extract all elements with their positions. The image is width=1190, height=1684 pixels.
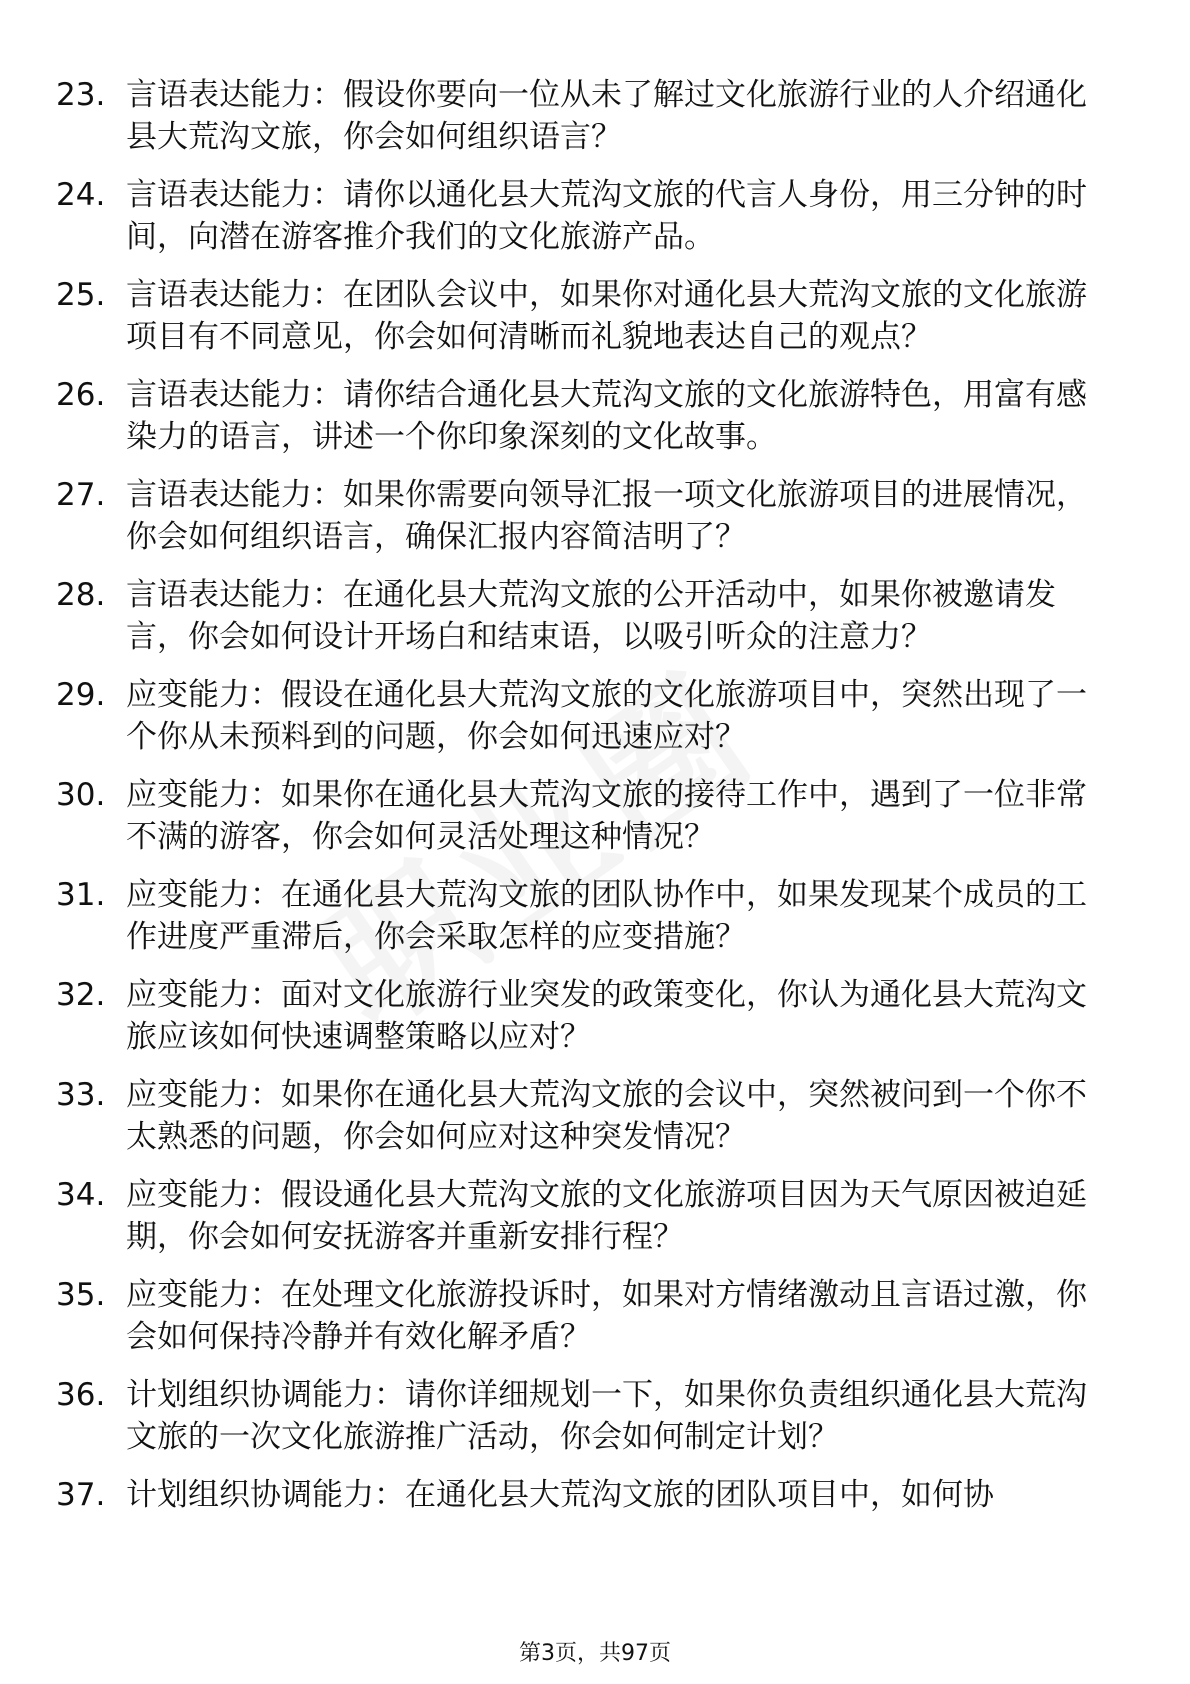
question-number: 30. xyxy=(56,777,106,813)
question-text: 应变能力：在处理文化旅游投诉时，如果对方情绪激动且言语过激，你会如何保持冷静并有效化解矛盾？ xyxy=(126,1277,1087,1355)
question-item xyxy=(0,1174,1190,1258)
question-text: 言语表达能力：假设你要向一位从未了解过文化旅游行业的人介绍通化县大荒沟文旅，你会如何组织语言？ xyxy=(126,77,1087,155)
question-item xyxy=(0,74,1190,158)
question-item xyxy=(0,1474,1190,1516)
question-number: 35. xyxy=(56,1277,106,1313)
question-text: 计划组织协调能力：在通化县大荒沟文旅的团队项目中，如何协 xyxy=(126,1477,994,1513)
question-item xyxy=(0,474,1190,558)
question-item xyxy=(0,374,1190,458)
question-number: 32. xyxy=(56,977,106,1013)
question-text: 应变能力：如果你在通化县大荒沟文旅的会议中，突然被问到一个你不太熟悉的问题，你会如何应对这种突发情况？ xyxy=(126,1077,1087,1155)
question-number: 31. xyxy=(56,877,106,913)
question-number: 34. xyxy=(56,1177,106,1213)
question-number: 26. xyxy=(56,377,106,413)
question-item xyxy=(0,974,1190,1058)
question-number: 23. xyxy=(56,77,106,113)
question-text: 言语表达能力：请你以通化县大荒沟文旅的代言人身份，用三分钟的时间，向潜在游客推介我们的文化旅游产品。 xyxy=(126,177,1087,255)
question-number: 27. xyxy=(56,477,106,513)
question-text: 应变能力：面对文化旅游行业突发的政策变化，你认为通化县大荒沟文旅应该如何快速调整策略以应对？ xyxy=(126,977,1087,1055)
question-list xyxy=(0,74,1190,1532)
question-item xyxy=(0,574,1190,658)
question-text: 言语表达能力：如果你需要向领导汇报一项文化旅游项目的进展情况，你会如何组织语言，确保汇报内容简洁明了？ xyxy=(126,477,1087,555)
question-text: 应变能力：假设通化县大荒沟文旅的文化旅游项目因为天气原因被迫延期，你会如何安抚游客并重新安排行程？ xyxy=(126,1177,1087,1255)
question-item xyxy=(0,174,1190,258)
question-text: 言语表达能力：请你结合通化县大荒沟文旅的文化旅游特色，用富有感染力的语言，讲述一个你印象深刻的文化故事。 xyxy=(126,377,1087,455)
question-number: 24. xyxy=(56,177,106,213)
question-item xyxy=(0,874,1190,958)
question-text: 言语表达能力：在团队会议中，如果你对通化县大荒沟文旅的文化旅游项目有不同意见，你会如何清晰而礼貌地表达自己的观点？ xyxy=(126,277,1087,355)
question-item xyxy=(0,774,1190,858)
question-item xyxy=(0,1074,1190,1158)
question-item xyxy=(0,674,1190,758)
question-number: 36. xyxy=(56,1377,106,1413)
question-text: 言语表达能力：在通化县大荒沟文旅的公开活动中，如果你被邀请发言，你会如何设计开场白和结束语，以吸引听众的注意力？ xyxy=(126,577,1056,655)
question-number: 25. xyxy=(56,277,106,313)
question-number: 29. xyxy=(56,677,106,713)
question-text: 应变能力：假设在通化县大荒沟文旅的文化旅游项目中，突然出现了一个你从未预料到的问题，你会如何迅速应对？ xyxy=(126,677,1087,755)
page-number: 第3页，共97页 xyxy=(519,1641,671,1666)
question-item xyxy=(0,1374,1190,1458)
question-number: 28. xyxy=(56,577,106,613)
question-item xyxy=(0,274,1190,358)
question-number: 37. xyxy=(56,1477,106,1513)
question-number: 33. xyxy=(56,1077,106,1113)
question-text: 应变能力：如果你在通化县大荒沟文旅的接待工作中，遇到了一位非常不满的游客，你会如何灵活处理这种情况？ xyxy=(126,777,1087,855)
question-text: 计划组织协调能力：请你详细规划一下，如果你负责组织通化县大荒沟文旅的一次文化旅游推广活动，你会如何制定计划？ xyxy=(126,1377,1087,1455)
question-text: 应变能力：在通化县大荒沟文旅的团队协作中，如果发现某个成员的工作进度严重滞后，你会采取怎样的应变措施？ xyxy=(126,877,1087,955)
question-item xyxy=(0,1274,1190,1358)
